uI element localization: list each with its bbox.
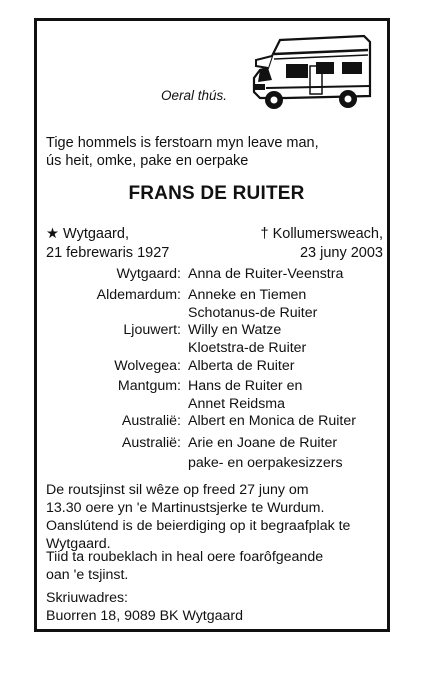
birth-info	[46, 225, 169, 263]
family-place: Wytgaard:	[116, 266, 181, 282]
family-names	[188, 265, 343, 283]
family-name-line: Anna de Ruiter-Veenstra	[188, 266, 344, 282]
family-names	[188, 357, 294, 375]
condolence-line: Tiid ta roubeklach in heal oere foarôfgeande	[46, 549, 324, 565]
intro-text	[46, 134, 376, 170]
service-line: Wytgaard.	[46, 536, 111, 552]
condolence-line: oan 'e tsjinst.	[46, 567, 129, 583]
birth-place: ★ Wytgaard,	[46, 226, 129, 242]
service-line: Oanslútend is de beierdiging op it begraafplak te	[46, 518, 351, 534]
condolence-text	[46, 548, 376, 584]
family-names	[188, 286, 317, 322]
service-line: De routsjinst sil wêze op freed 27 juny om	[46, 482, 309, 498]
family-names	[188, 434, 337, 452]
intro-line: Tige hommels is ferstoarn myn leave man,	[46, 135, 319, 151]
family-place: Mantgum:	[117, 378, 181, 394]
family-place: Aldemardum:	[96, 287, 181, 303]
family-names	[188, 321, 306, 357]
family-names	[188, 412, 356, 430]
camper-van-illustration	[246, 30, 374, 116]
address-value: Buorren 18, 9089 BK Wytgaard	[46, 608, 244, 624]
family-name-line: Anneke en Tiemen	[188, 287, 307, 303]
family-name-line: Schotanus-de Ruiter	[188, 305, 318, 321]
family-name-line: Kloetstra-de Ruiter	[188, 340, 307, 356]
service-text	[46, 481, 376, 553]
family-name-line: Arie en Joane de Ruiter	[188, 435, 338, 451]
address-label: Skriuwadres:	[46, 590, 129, 606]
family-name-line: Alberta de Ruiter	[188, 358, 295, 374]
family-place: Wolvegea:	[114, 358, 181, 374]
family-names	[188, 377, 302, 413]
service-line: 13.30 oere yn 'e Martinustsjerke te Wurdum.	[46, 500, 325, 516]
correspondence-address	[46, 589, 376, 625]
family-place: Australië:	[121, 413, 181, 429]
intro-line: ús heit, omke, pake en oerpake	[46, 153, 249, 169]
death-date: 23 juny 2003	[299, 245, 383, 261]
deceased-name: FRANS DE RUITER	[128, 183, 305, 204]
family-name-line: Albert en Monica de Ruiter	[188, 413, 356, 429]
family-name-line: Willy en Watze	[188, 322, 282, 338]
death-info	[261, 225, 384, 263]
family-name-line: Annet Reidsma	[188, 396, 285, 412]
family-names	[188, 454, 343, 472]
birth-date: 21 febrewaris 1927	[46, 245, 170, 261]
family-name-line: pake- en oerpakesizzers	[188, 455, 343, 471]
family-name-line: Hans de Ruiter en	[188, 378, 303, 394]
death-place: † Kollumersweach,	[260, 226, 383, 242]
family-place: Ljouwert:	[123, 322, 181, 338]
motto: Oeral thús.	[161, 88, 228, 103]
family-place: Australië:	[121, 435, 181, 451]
